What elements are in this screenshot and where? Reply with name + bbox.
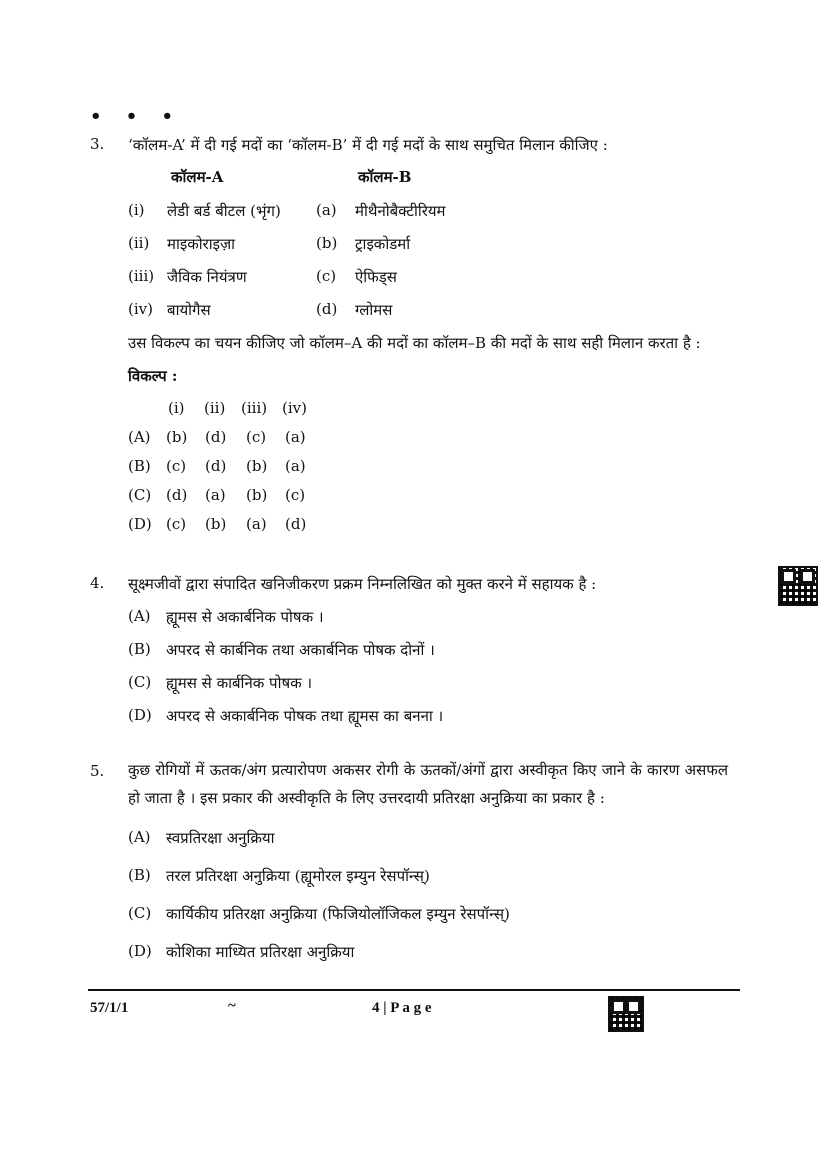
q4-option-d-label: (D) bbox=[128, 706, 152, 724]
qr-code-footer bbox=[608, 996, 644, 1032]
q5-option-b-label: (B) bbox=[128, 866, 151, 884]
option-a-i: (b) bbox=[166, 428, 188, 446]
options-label: विकल्प : bbox=[128, 367, 178, 385]
col-a-item-1: लेडी बर्ड बीटल (भृंग) bbox=[167, 202, 281, 220]
question-3-number: 3. bbox=[90, 135, 105, 153]
question-3-text: ‘कॉलम-A’ में दी गई मदों का ‘कॉलम-B’ में दी गई मदों के साथ समुचित मिलान कीजिए : bbox=[128, 136, 608, 154]
question-4-text: सूक्ष्मजीवों द्वारा संपादित खनिजीकरण प्रक्रम निम्नलिखित को मुक्त करने में सहायक है : bbox=[128, 575, 597, 593]
option-d-iv: (d) bbox=[285, 515, 307, 533]
q5-option-c-text: कार्यिकीय प्रतिरक्षा अनुक्रिया (फिजियोलॉजिकल इम्युन रेसपॉन्स्) bbox=[166, 905, 510, 923]
option-header-i: (i) bbox=[168, 399, 185, 417]
q4-option-a-text: ह्यूमस से अकार्बनिक पोषक । bbox=[166, 608, 324, 626]
column-b-heading: कॉलम-B bbox=[358, 168, 412, 186]
col-b-index-4: (d) bbox=[316, 300, 338, 318]
q5-option-a-label: (A) bbox=[128, 828, 151, 846]
col-b-index-2: (b) bbox=[316, 234, 338, 252]
q4-option-a-label: (A) bbox=[128, 607, 151, 625]
option-header-iii: (iii) bbox=[241, 399, 268, 417]
q5-option-c-label: (C) bbox=[128, 904, 152, 922]
option-b-iv: (a) bbox=[285, 457, 306, 475]
option-header-ii: (ii) bbox=[204, 399, 226, 417]
col-a-index-3: (iii) bbox=[128, 267, 155, 285]
col-a-index-2: (ii) bbox=[128, 234, 150, 252]
option-b-label: (B) bbox=[128, 457, 151, 475]
option-b-i: (c) bbox=[166, 457, 187, 475]
footer-rule bbox=[88, 989, 740, 991]
col-a-item-2: माइकोराइज़ा bbox=[167, 235, 236, 253]
col-b-item-4: ग्लोमस bbox=[355, 301, 393, 319]
option-c-ii: (a) bbox=[205, 486, 226, 504]
option-a-iv: (a) bbox=[285, 428, 306, 446]
col-a-item-3: जैविक नियंत्रण bbox=[167, 268, 247, 286]
q5-option-d-label: (D) bbox=[128, 942, 152, 960]
question-5-number: 5. bbox=[90, 762, 105, 780]
option-a-iii: (c) bbox=[246, 428, 267, 446]
q4-option-b-text: अपरद से कार्बनिक तथा अकार्बनिक पोषक दोनों । bbox=[166, 641, 435, 659]
option-c-i: (d) bbox=[166, 486, 188, 504]
col-b-index-1: (a) bbox=[316, 201, 337, 219]
q4-option-b-label: (B) bbox=[128, 640, 151, 658]
col-b-item-2: ट्राइकोडर्मा bbox=[355, 235, 411, 253]
q5-option-b-text: तरल प्रतिरक्षा अनुक्रिया (ह्यूमोरल इम्युन रेसपॉन्स्) bbox=[166, 867, 430, 885]
option-d-iii: (a) bbox=[246, 515, 267, 533]
option-header-iv: (iv) bbox=[282, 399, 307, 417]
question-3-instruction: उस विकल्प का चयन कीजिए जो कॉलम–A की मदों का कॉलम–B की मदों के साथ सही मिलान करता है : bbox=[128, 334, 701, 352]
col-a-index-4: (iv) bbox=[128, 300, 153, 318]
decorative-dots: • • • bbox=[90, 106, 183, 127]
page-number: 4 | P a g e bbox=[372, 1000, 432, 1016]
paper-code: 57/1/1 bbox=[90, 1000, 129, 1016]
option-c-iv: (c) bbox=[285, 486, 306, 504]
q4-option-c-label: (C) bbox=[128, 673, 152, 691]
option-c-label: (C) bbox=[128, 486, 152, 504]
qr-code-side bbox=[778, 566, 818, 606]
option-d-ii: (b) bbox=[205, 515, 227, 533]
question-4-number: 4. bbox=[90, 574, 105, 592]
col-b-item-1: मीथैनोबैक्टीरियम bbox=[355, 202, 446, 220]
q4-option-c-text: ह्यूमस से कार्बनिक पोषक । bbox=[166, 674, 313, 692]
option-a-label: (A) bbox=[128, 428, 151, 446]
option-a-ii: (d) bbox=[205, 428, 227, 446]
q5-option-d-text: कोशिका माध्यित प्रतिरक्षा अनुक्रिया bbox=[166, 943, 355, 961]
question-5-text: कुछ रोगियों में ऊतक/अंग प्रत्यारोपण अकसर रोगी के ऊतकों/अंगों द्वारा अस्वीकृत किए जाने के कारण असफल हो जाता है । इस प्रकार की अस्वीकृति के लिए उत्तरदायी प्रतिरक्षा अनुक्रिया का प्रकार है : bbox=[128, 761, 728, 807]
option-b-iii: (b) bbox=[246, 457, 268, 475]
option-d-label: (D) bbox=[128, 515, 152, 533]
col-b-index-3: (c) bbox=[316, 267, 337, 285]
column-a-heading: कॉलम-A bbox=[171, 168, 224, 186]
col-a-item-4: बायोगैस bbox=[167, 301, 211, 319]
q5-option-a-text: स्वप्रतिरक्षा अनुक्रिया bbox=[166, 829, 275, 847]
option-b-ii: (d) bbox=[205, 457, 227, 475]
q4-option-d-text: अपरद से अकार्बनिक पोषक तथा ह्यूमस का बनना । bbox=[166, 707, 444, 725]
option-d-i: (c) bbox=[166, 515, 187, 533]
col-a-index-1: (i) bbox=[128, 201, 145, 219]
col-b-item-3: ऐफिड्स bbox=[355, 268, 397, 286]
footer-tilde: ~ bbox=[228, 998, 236, 1014]
option-c-iii: (b) bbox=[246, 486, 268, 504]
